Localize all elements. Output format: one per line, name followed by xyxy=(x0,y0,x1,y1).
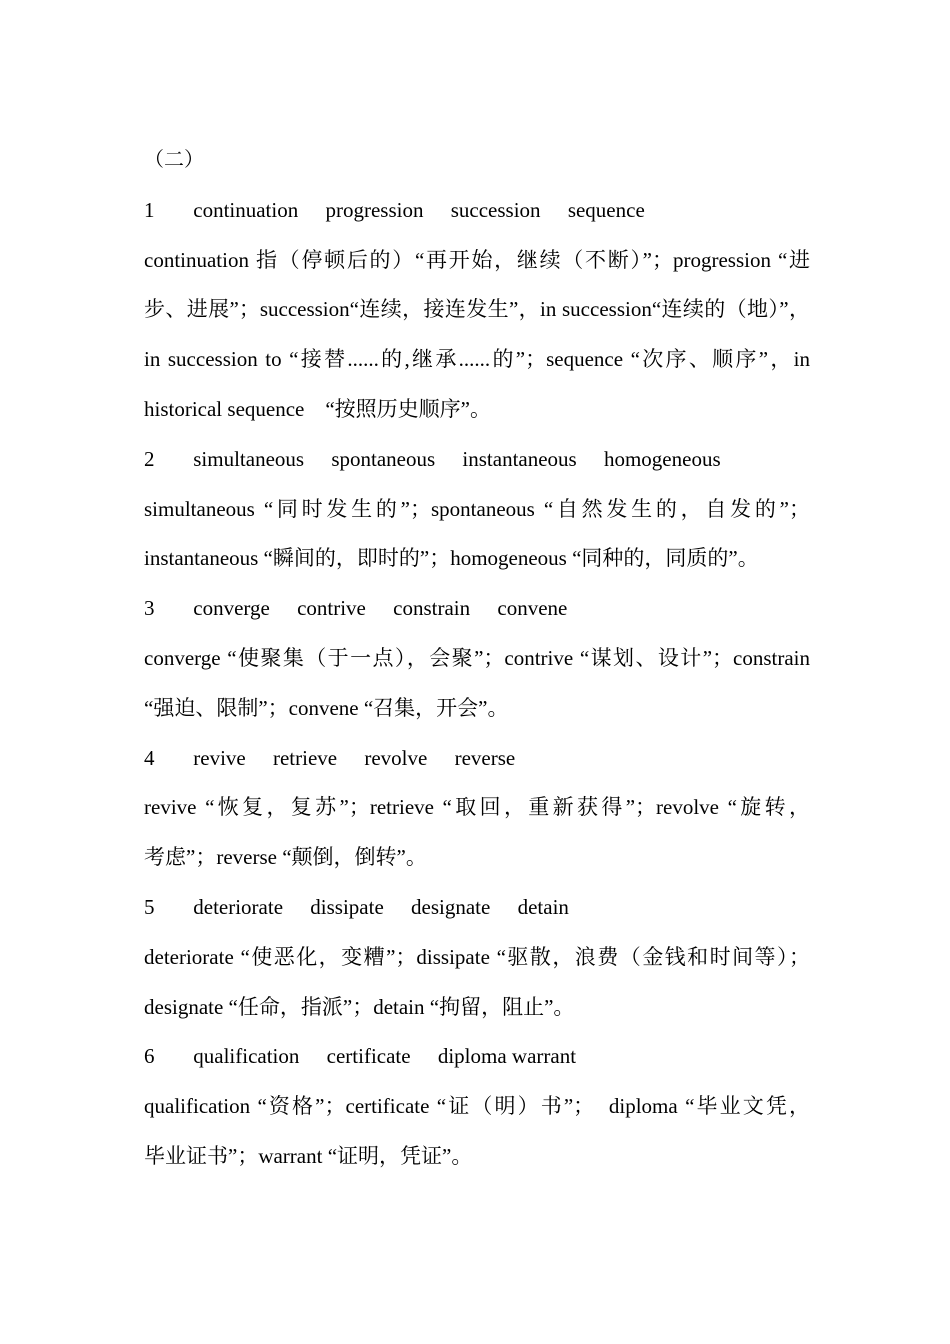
word: spontaneous xyxy=(331,446,436,471)
definition-line: simultaneous “同时发生的”；spontaneous “自然发生的，自发的”； xyxy=(144,496,810,521)
definition-line: deteriorate “使恶化，变糟”；dissipate “驱散，浪费（金钱和时间等）； xyxy=(144,944,810,969)
word-group-5 xyxy=(144,889,810,939)
word-group-1 xyxy=(144,192,810,242)
definition-line: historical sequence “按照历史顺序”。 xyxy=(144,396,491,421)
word-group-3 xyxy=(144,590,810,640)
word: contrive xyxy=(297,596,366,621)
definition-line: “强迫、限制”；convene “召集，开会”。 xyxy=(144,695,509,720)
definition-line: 毕业证书”；warrant “证明，凭证”。 xyxy=(144,1143,473,1168)
word: qualification xyxy=(193,1044,300,1069)
word-group-2 xyxy=(144,441,810,491)
group-number: 6 xyxy=(144,1044,155,1069)
word: constrain xyxy=(393,596,471,621)
document-page xyxy=(144,142,810,1188)
word-group-6 xyxy=(144,1038,810,1088)
word: convene xyxy=(497,596,568,621)
word: certificate xyxy=(326,1044,411,1069)
word: reverse xyxy=(454,745,516,770)
word: revive xyxy=(193,745,246,770)
word: retrieve xyxy=(272,745,338,770)
definition-line: 考虑”；reverse “颠倒，倒转”。 xyxy=(144,845,427,870)
definition-line: revive “恢复，复苏”；retrieve “取回，重新获得”；revolve “旋转， xyxy=(144,795,810,820)
word: dissipate xyxy=(310,894,384,919)
group-number: 2 xyxy=(144,446,155,471)
definition-line: in succession to “接替......的,继承......的”；sequence “次序、顺序”，in xyxy=(144,347,810,372)
section-heading: （二） xyxy=(144,149,204,171)
word: instantaneous xyxy=(462,446,577,471)
definition-line: instantaneous “瞬间的，即时的”；homogeneous “同种的，同质的”。 xyxy=(144,546,759,571)
definition-line: 步、进展”；succession“连续，接连发生”，in succession“连续的（地）”， xyxy=(144,297,810,322)
word: succession xyxy=(450,197,541,222)
word-group-4 xyxy=(144,740,810,790)
word: deteriorate xyxy=(193,894,284,919)
word: designate xyxy=(411,894,491,919)
group-number: 4 xyxy=(144,745,155,770)
word: simultaneous xyxy=(193,446,305,471)
word: diploma warrant xyxy=(437,1044,577,1069)
word: homogeneous xyxy=(603,446,721,471)
word: converge xyxy=(193,596,270,621)
definition-line: continuation 指（停顿后的）“再开始，继续（不断）”；progression “进 xyxy=(144,247,810,272)
word: progression xyxy=(325,197,424,222)
group-number: 5 xyxy=(144,894,155,919)
definition-line: converge “使聚集（于一点），会聚”；contrive “谋划、设计”；constrain xyxy=(144,645,810,670)
group-number: 3 xyxy=(144,596,155,621)
word: continuation xyxy=(193,197,299,222)
group-number: 1 xyxy=(144,197,155,222)
word: detain xyxy=(517,894,569,919)
word: sequence xyxy=(567,197,645,222)
word: revolve xyxy=(364,745,428,770)
definition-line: qualification “资格”；certificate “证（明）书”； diploma “毕业文凭， xyxy=(144,1094,810,1119)
definition-line: designate “任命，指派”；detain “拘留，阻止”。 xyxy=(144,994,575,1019)
